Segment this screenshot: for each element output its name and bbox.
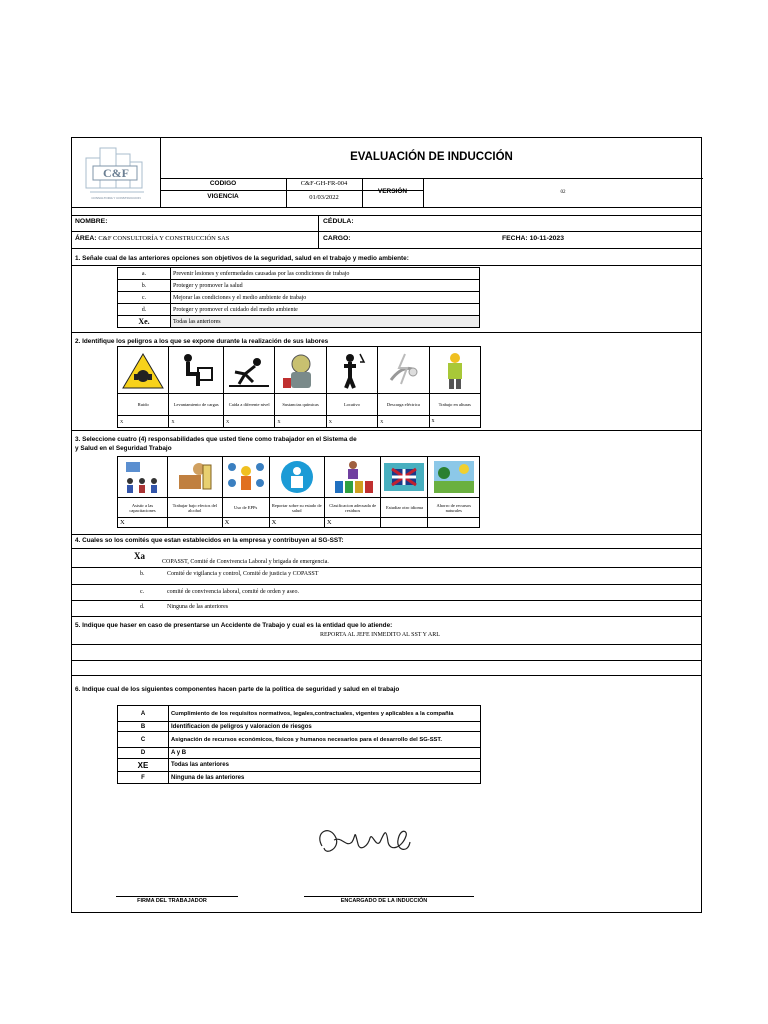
- q3-responsibilities-table: Asistir a las capacitaciones Trabajar bajo efectos del alcohol Uso de EPPs Reportar sobre su estado de salud Clasificacion adecuada de residuos Estudiar otro idioma Ahorro de recursos naturales X X X X: [117, 456, 480, 528]
- q4-letter-a: Xa: [134, 551, 145, 561]
- version-value: 02: [560, 190, 566, 195]
- codigo-label: CODIGO: [209, 180, 237, 187]
- list-item: C Asignación de recursos económicos, físicos y humanos necesarios para el desarrollo del SG-SST.: [118, 732, 481, 748]
- hazard-mark: X: [169, 416, 224, 428]
- q4-option-d: Ninguna de las anteriores: [167, 604, 229, 610]
- cedula-label: CÉDULA:: [323, 218, 354, 225]
- lifting-icon: [174, 350, 218, 390]
- recycling-icon: [331, 459, 375, 495]
- locative-icon: [330, 350, 374, 390]
- logo-subtitle: CONSULTORIA Y CONSTRUCCION: [91, 196, 141, 200]
- language-icon: [382, 459, 426, 495]
- nature-icon: [432, 459, 476, 495]
- area-row: [75, 235, 229, 242]
- area-value: C&F CONSULTORÍA Y CONSTRUCCIÓN SAS: [98, 235, 230, 242]
- responsibility-mark: X: [222, 518, 269, 528]
- list-item: b. Proteger y promover la salud: [118, 280, 480, 292]
- evaluation-form: [71, 137, 702, 913]
- responsibility-mark: X: [269, 518, 324, 528]
- worker-signature-label: FIRMA DEL TRABAJADOR: [137, 898, 207, 904]
- responsibility-mark: [381, 518, 428, 528]
- area-label: ÁREA:: [75, 235, 97, 242]
- q4-option-a: COPASST, Comité de Convivencia Laboral y brigada de emergencia.: [162, 559, 329, 565]
- induction-signature-label: ENCARGADO DE LA INDUCCIÓN: [340, 898, 428, 904]
- responsibility-mark: [428, 518, 480, 528]
- health-icon: [275, 459, 319, 495]
- q2-hazards-table: Ruido Levantamiento de cargas Caída a diferente nivel Sustancias químicas Locativo Descarga eléctrica Trabajo en alturas X X X X X X x: [117, 346, 481, 428]
- logo-text: C&F: [103, 166, 129, 180]
- question-3-line-2: y Salud en el Seguridad Trabajo: [75, 445, 172, 452]
- q6-options: [117, 705, 481, 784]
- codigo-value: C&F-GH-FR-004: [300, 180, 348, 187]
- nombre-label: NOMBRE:: [75, 218, 108, 225]
- hazard-mark: X: [275, 416, 326, 428]
- fecha-value: 10-11-2023: [529, 235, 564, 242]
- list-item: A Cumplimiento de los requisitos normativos, legales,contractuales, vigentes y aplicables a la compañia: [118, 706, 481, 722]
- responsibility-mark: [167, 518, 222, 528]
- question-6: 6. Indique cual de los siguientes componentes hacen parte de la politica de seguridad y salud en el trabajo: [75, 686, 400, 693]
- version-label: VERSIÓN: [377, 188, 408, 195]
- vigencia-value: 01/03/2022: [309, 194, 339, 201]
- alcohol-icon: [173, 459, 217, 495]
- signature-graphic: [312, 818, 412, 864]
- list-item: a. Prevenir lesiones y enfermedades causadas por las condiciones de trabajo: [118, 268, 480, 280]
- company-logo: [76, 142, 156, 204]
- hazard-mark: X: [118, 416, 169, 428]
- responsibility-mark: X: [324, 518, 381, 528]
- list-item: c. Mejorar las condiciones y el medio ambiente de trabajo: [118, 292, 480, 304]
- question-5: 5. Indique que haser en caso de presentarse un Accidente de Trabajo y cual es la entidad que lo atiende:: [75, 622, 393, 629]
- responsibility-mark: X: [118, 518, 168, 528]
- list-item: d. Proteger y promover el cuidado del medio ambiente: [118, 304, 480, 316]
- hazard-mark: X: [223, 416, 274, 428]
- vigencia-label: VIGENCIA: [207, 193, 239, 200]
- chemicals-icon: [279, 350, 323, 390]
- cargo-label: CARGO:: [323, 235, 351, 242]
- q5-answer: REPORTA AL JEFE INMEDITO AL SST Y ARL: [320, 632, 440, 638]
- q4-letter-c: c.: [140, 589, 145, 595]
- question-1: 1. Señale cual de las anteriores opciones son objetivos de la seguridad, salud en el trabajo y medio ambiente:: [75, 255, 409, 262]
- question-3-line-1: 3. Seleccione cuatro (4) responsabilidades que usted tiene como trabajador en el Sistema de: [75, 436, 357, 443]
- hazard-mark: x: [429, 416, 480, 428]
- q4-option-b: Comité de vigilancia y control, Comité de justicia y COPASST: [167, 571, 319, 577]
- noise-icon: [121, 350, 165, 390]
- electric-icon: [381, 350, 425, 390]
- q4-letter-d: d.: [140, 604, 145, 610]
- q1-options: [117, 267, 480, 328]
- hazard-mark: X: [326, 416, 377, 428]
- q4-option-c: comité de convivencia laboral, comité de orden y aseo.: [167, 589, 299, 595]
- question-2: 2. Identifique los peligros a los que se expone durante la realización de sus labores: [75, 338, 329, 345]
- fall-icon: [227, 350, 271, 390]
- ppe-icon: [224, 459, 268, 495]
- list-item: B Identificacion de peligros y valoracion de riesgos: [118, 722, 481, 732]
- fecha-label: FECHA:: [502, 235, 528, 242]
- training-icon: [120, 459, 164, 495]
- q4-letter-b: b.: [140, 571, 145, 577]
- list-item: F Ninguna de las anteriores: [118, 772, 481, 784]
- hazard-mark: X: [378, 416, 429, 428]
- list-item: Xe. Todas las anteriores: [118, 316, 480, 328]
- list-item: D A y B: [118, 748, 481, 759]
- question-4: 4. Cuales so los comités que estan establecidos en la empresa y contribuyen al SG-SST:: [75, 537, 344, 544]
- heights-icon: [433, 350, 477, 390]
- fecha-row: [502, 235, 564, 242]
- document-title: EVALUACIÓN DE INDUCCIÓN: [350, 151, 513, 163]
- list-item: XE Todas las anteriores: [118, 759, 481, 772]
